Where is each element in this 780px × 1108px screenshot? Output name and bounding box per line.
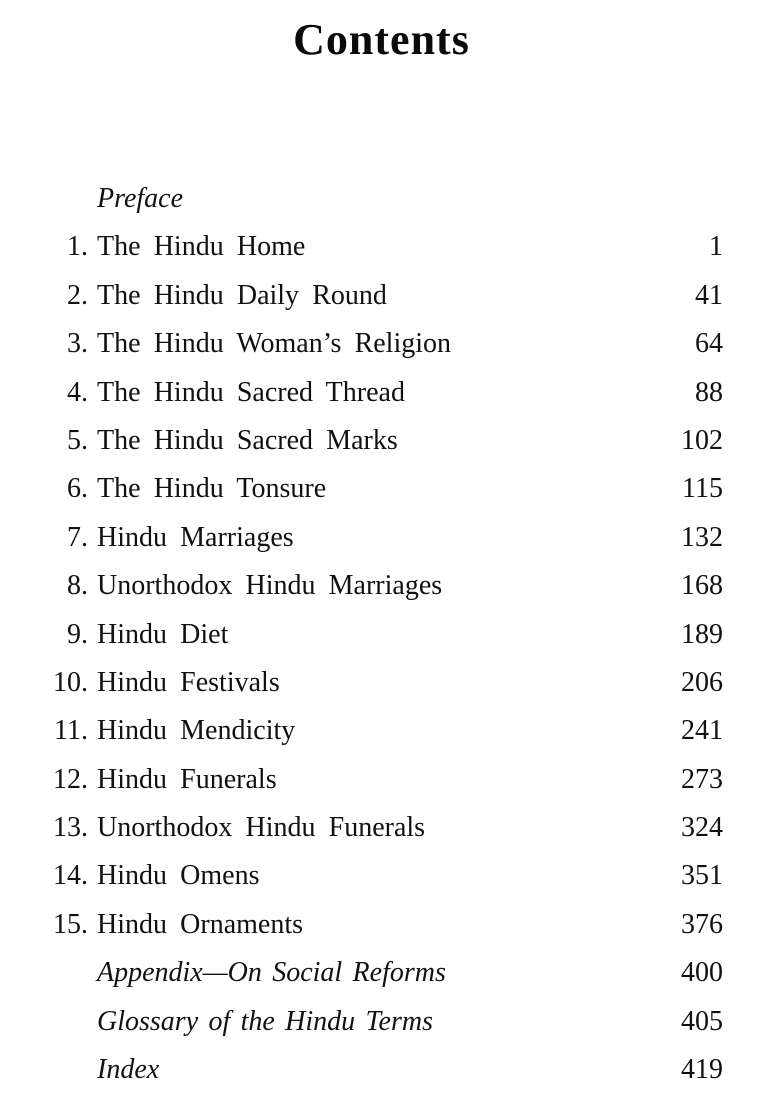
entry-title: Hindu Diet: [97, 618, 229, 650]
entry-number: 10.: [53, 666, 88, 698]
entry-page-number: 102: [681, 424, 723, 456]
entry-title: Hindu Festivals: [97, 666, 280, 698]
entry-page-number: 206: [681, 666, 723, 698]
toc-entry: [40, 764, 723, 812]
entry-title: Hindu Mendicity: [97, 715, 296, 747]
entry-title: The Hindu Sacred Thread: [97, 376, 405, 408]
entry-page-number: 376: [681, 908, 723, 940]
toc-entry: [40, 619, 723, 667]
toc-entry: [40, 522, 723, 570]
entry-title: Hindu Marriages: [97, 521, 294, 553]
toc-entry: [40, 812, 723, 860]
entry-title: Appendix—On Social Reforms: [97, 957, 446, 989]
toc-entry: [40, 1054, 723, 1102]
entry-page-number: 189: [681, 618, 723, 650]
toc-entry: [40, 570, 723, 618]
toc-entry: [40, 860, 723, 908]
entry-title: Preface: [97, 183, 184, 214]
entry-number: 8.: [67, 570, 88, 602]
toc-entry: [40, 425, 723, 473]
entry-page-number: 88: [695, 376, 723, 408]
entry-title: Index: [97, 1054, 160, 1086]
toc-entry: [40, 377, 723, 425]
entry-number: 4.: [67, 376, 88, 408]
entry-title: The Hindu Home: [97, 231, 306, 263]
entry-page-number: 324: [681, 812, 723, 844]
entry-title: Hindu Omens: [97, 860, 260, 892]
entry-number: 15.: [53, 908, 88, 940]
entry-page-number: 351: [681, 860, 723, 892]
entry-number: 2.: [67, 279, 88, 311]
entry-title: Glossary of the Hindu Terms: [97, 1005, 433, 1037]
entry-title: The Hindu Woman’s Religion: [97, 328, 452, 360]
entry-number: 14.: [53, 860, 88, 892]
entry-page-number: 132: [681, 521, 723, 553]
entry-title: Unorthodox Hindu Funerals: [97, 812, 426, 844]
entry-title: Unorthodox Hindu Marriages: [97, 570, 443, 602]
entry-number: 1.: [67, 231, 88, 263]
entry-page-number: 115: [682, 473, 723, 505]
entry-page-number: 64: [695, 328, 723, 360]
entry-page-number: 241: [681, 715, 723, 747]
entry-number: 12.: [53, 763, 88, 795]
entry-title: The Hindu Sacred Marks: [97, 424, 398, 456]
toc-entry: [40, 957, 723, 1005]
entry-number: 5.: [67, 424, 88, 456]
entry-page-number: 273: [681, 763, 723, 795]
entry-number: 11.: [54, 715, 88, 747]
entry-page-number: 419: [681, 1054, 723, 1086]
toc-entry: [40, 715, 723, 763]
entry-page-number: 1: [709, 231, 723, 263]
entry-page-number: 168: [681, 570, 723, 602]
entry-page-number: 41: [695, 279, 723, 311]
entry-title: Hindu Ornaments: [97, 908, 304, 940]
toc-entry: [40, 667, 723, 715]
entry-page-number: 405: [681, 1005, 723, 1037]
entry-number: 9.: [67, 618, 88, 650]
entry-number: 6.: [67, 473, 88, 505]
entry-title: Hindu Funerals: [97, 763, 277, 795]
toc-entry: [40, 280, 723, 328]
entry-number: 13.: [53, 812, 88, 844]
toc-entry: [40, 183, 723, 231]
toc-entry: [40, 909, 723, 957]
entry-page-number: 400: [681, 957, 723, 989]
toc-entry: [40, 231, 723, 279]
entry-number: 7.: [67, 521, 88, 553]
page-title: Contents: [293, 15, 470, 64]
entry-title: The Hindu Tonsure: [97, 473, 327, 505]
toc-entry: [40, 328, 723, 376]
entry-number: 3.: [67, 328, 88, 360]
toc-list: [40, 183, 723, 1102]
toc-entry: [40, 1006, 723, 1054]
toc-entry: [40, 473, 723, 521]
entry-title: The Hindu Daily Round: [97, 279, 387, 311]
